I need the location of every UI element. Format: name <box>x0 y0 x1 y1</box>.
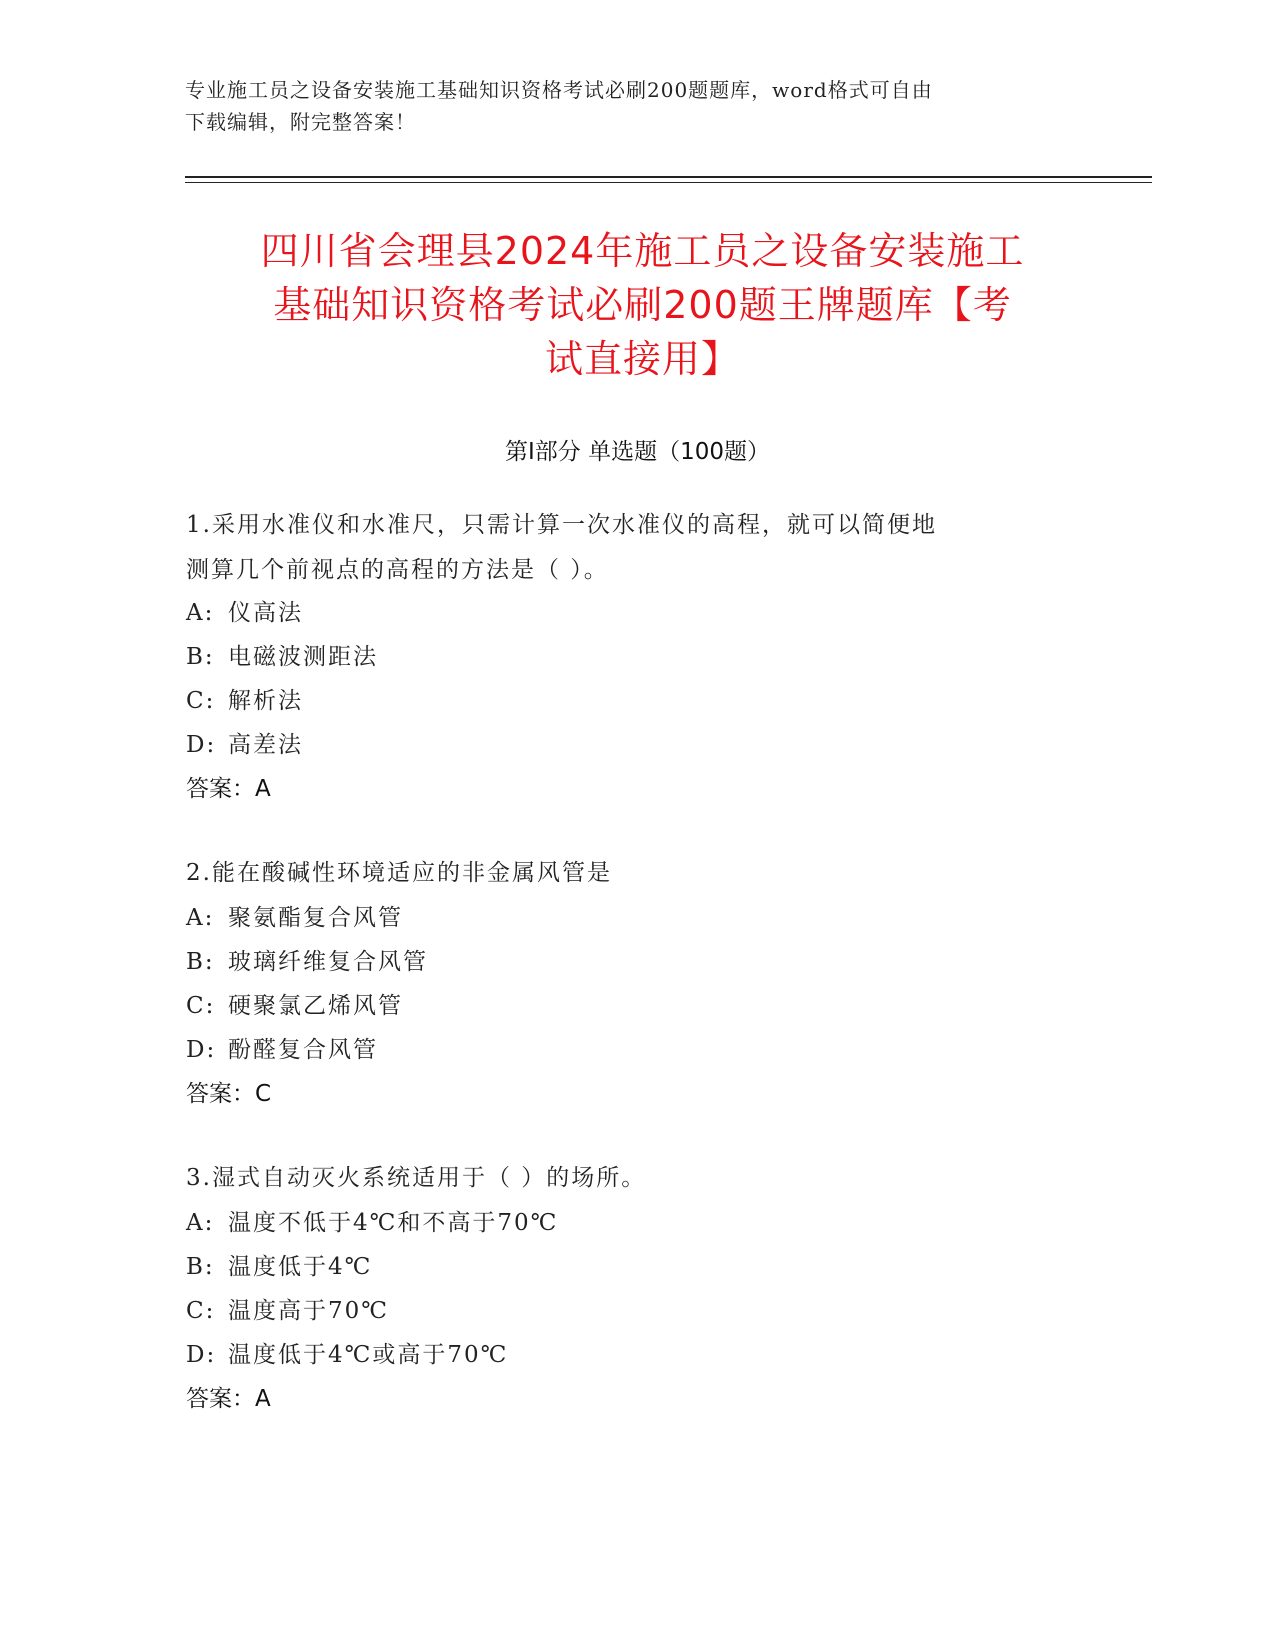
question-1-option-a <box>186 597 303 629</box>
question-2-option-d <box>186 1034 378 1066</box>
question-1-stem-line-2: 测算几个前视点的高程的方法是（ ）。 <box>186 557 609 583</box>
option-text: 温度高于70℃ <box>228 1298 389 1324</box>
question-1-option-b <box>186 641 378 673</box>
question-2-answer: 答案：C <box>186 1081 272 1107</box>
option-text: 玻璃纤维复合风管 <box>228 949 428 975</box>
title-line-3: 试直接用】 <box>544 337 740 381</box>
question-1-answer: 答案：A <box>186 776 271 802</box>
header-rule-thin <box>185 182 1152 183</box>
question-3-option-d <box>186 1339 508 1371</box>
question-1-option-d <box>186 729 303 761</box>
option-letter: B: <box>186 644 215 670</box>
option-letter: C: <box>186 1298 216 1324</box>
header-note-line-1: 专业施工员之设备安装施工基础知识资格考试必刷200题题库，word格式可自由 <box>185 78 933 102</box>
option-letter: D: <box>186 1342 217 1368</box>
question-2-option-c <box>186 990 403 1022</box>
title-line-2: 基础知识资格考试必刷200题王牌题库【考 <box>273 283 1012 327</box>
option-text: 温度低于4℃或高于70℃ <box>228 1342 509 1368</box>
option-letter: A: <box>186 600 215 626</box>
option-text: 聚氨酯复合风管 <box>228 905 403 931</box>
question-3-stem <box>186 1156 646 1201</box>
question-2-stem-line-1: 2.能在酸碱性环境适应的非金属风管是 <box>186 860 612 886</box>
question-2-option-a <box>186 902 403 934</box>
question-2-stem <box>186 851 612 896</box>
option-letter: B: <box>186 1254 215 1280</box>
option-text: 温度低于4℃ <box>228 1254 373 1280</box>
option-text: 温度不低于4℃和不高于70℃ <box>228 1210 559 1236</box>
option-text: 解析法 <box>228 688 303 714</box>
document-title <box>160 224 1125 386</box>
option-text: 仪高法 <box>228 600 303 626</box>
option-letter: D: <box>186 1037 217 1063</box>
header-rule-thick <box>185 176 1152 178</box>
option-letter: B: <box>186 949 215 975</box>
option-letter: C: <box>186 688 216 714</box>
question-3-answer: 答案：A <box>186 1386 271 1412</box>
question-3-option-a <box>186 1207 558 1239</box>
question-1-stem <box>186 503 937 593</box>
question-2-option-b <box>186 946 428 978</box>
header-note-line-2: 下载编辑，附完整答案！ <box>185 110 416 134</box>
question-1-option-c <box>186 685 303 717</box>
question-3-option-c <box>186 1295 389 1327</box>
option-text: 硬聚氯乙烯风管 <box>228 993 403 1019</box>
option-text: 酚醛复合风管 <box>228 1037 378 1063</box>
option-letter: A: <box>186 1210 215 1236</box>
option-letter: A: <box>186 905 215 931</box>
option-letter: C: <box>186 993 216 1019</box>
title-line-1: 四川省会理县2024年施工员之设备安装施工 <box>260 229 1025 273</box>
option-text: 高差法 <box>228 732 303 758</box>
header-note <box>185 74 1085 138</box>
question-3-stem-line-1: 3.湿式自动灭火系统适用于（ ）的场所。 <box>186 1165 647 1191</box>
option-text: 电磁波测距法 <box>228 644 378 670</box>
section-heading: 第Ⅰ部分 单选题（100题） <box>505 439 770 465</box>
question-1-stem-line-1: 1.采用水准仪和水准尺，只需计算一次水准仪的高程，就可以简便地 <box>186 512 937 538</box>
question-3-option-b <box>186 1251 372 1283</box>
option-letter: D: <box>186 732 217 758</box>
